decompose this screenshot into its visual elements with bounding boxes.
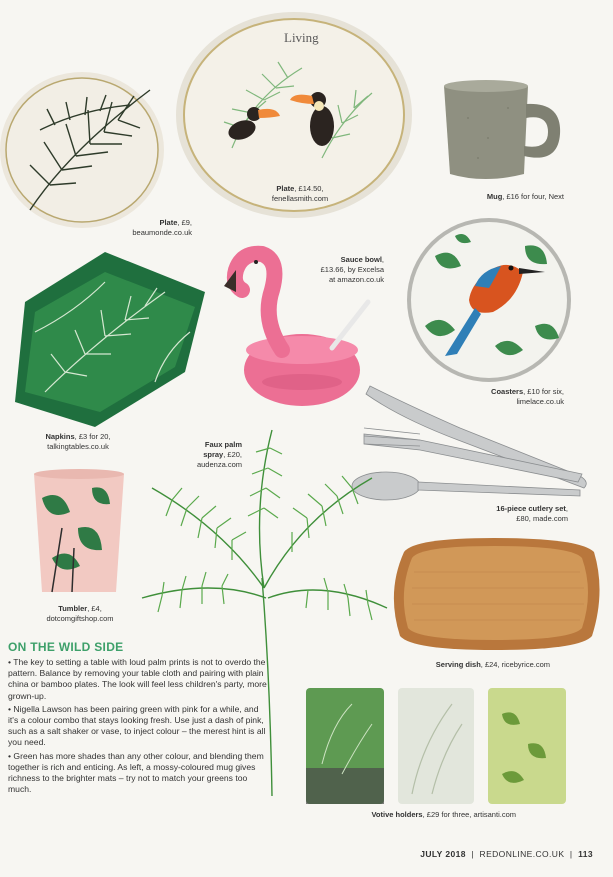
palm-plate: [0, 70, 165, 230]
footer-date: JULY 2018: [420, 849, 466, 859]
caption-votive: Votive holders, £29 for three, artisanti.com: [371, 810, 516, 819]
tip-paragraph: • Nigella Lawson has been pairing green with pink for a while, and it's a colour combo that stays looking fresh. Use just a dash of pink, such as a salt shaker or vase, to inject colour – the merest hint is all you need.: [8, 703, 266, 748]
sidebar-heading: ON THE WILD SIDE: [8, 640, 124, 654]
wild-side-tips: [8, 640, 270, 797]
caption-cutlery: 16-piece cutlery set, £80, made.com: [496, 504, 568, 523]
caption-plate-living: Plate, £14.50, fenellasmith.com: [271, 184, 329, 203]
tip-paragraph: • The key to setting a table with loud palm prints is not to overdo the pattern. Balance by removing your table cloth and pairing with plain china or bamboo plates. The look will feel less children's party, more grown-up.: [8, 657, 267, 701]
tumbler: [32, 468, 126, 598]
caption-napkins: Napkins, £3 for 20, talkingtables.co.uk: [45, 432, 111, 451]
caption-sauce-bowl: Sauce bowl, £13.66, by Excelsa at amazon.co.uk: [320, 255, 384, 284]
caption-faux-palm: Faux palm spray, £20, audenza.com: [196, 440, 242, 469]
tip-paragraph: • Green has more shades than any other colour, and blending them together is rich and enticing. As left, a mossy-coloured mug gives richness to the brighter mats – try not to match your greens too much.: [8, 750, 264, 795]
footer-site: REDONLINE.CO.UK: [479, 849, 565, 859]
caption-plate-palm: Plate, £9, beaumonde.co.uk: [132, 218, 192, 237]
caption-coasters: Coasters, £10 for six, limelace.co.uk: [491, 387, 564, 406]
bird-coaster: [405, 216, 573, 384]
palm-napkins: [5, 252, 205, 427]
plate-decoration-text: Living: [284, 30, 319, 45]
caption-serving-dish: Serving dish, £24, ricebyrice.com: [435, 660, 550, 669]
mossy-mug: [438, 78, 568, 188]
bamboo-serving-dish: [384, 532, 606, 654]
votive-holders: [302, 684, 572, 808]
caption-tumbler: Tumbler, £4, dotcomgiftshop.com: [46, 604, 114, 623]
page-footer: JULY 2018 | REDONLINE.CO.UK | 113: [420, 849, 593, 859]
page-number: 113: [578, 849, 593, 859]
caption-mug: Mug, £16 for four, Next: [486, 192, 564, 201]
